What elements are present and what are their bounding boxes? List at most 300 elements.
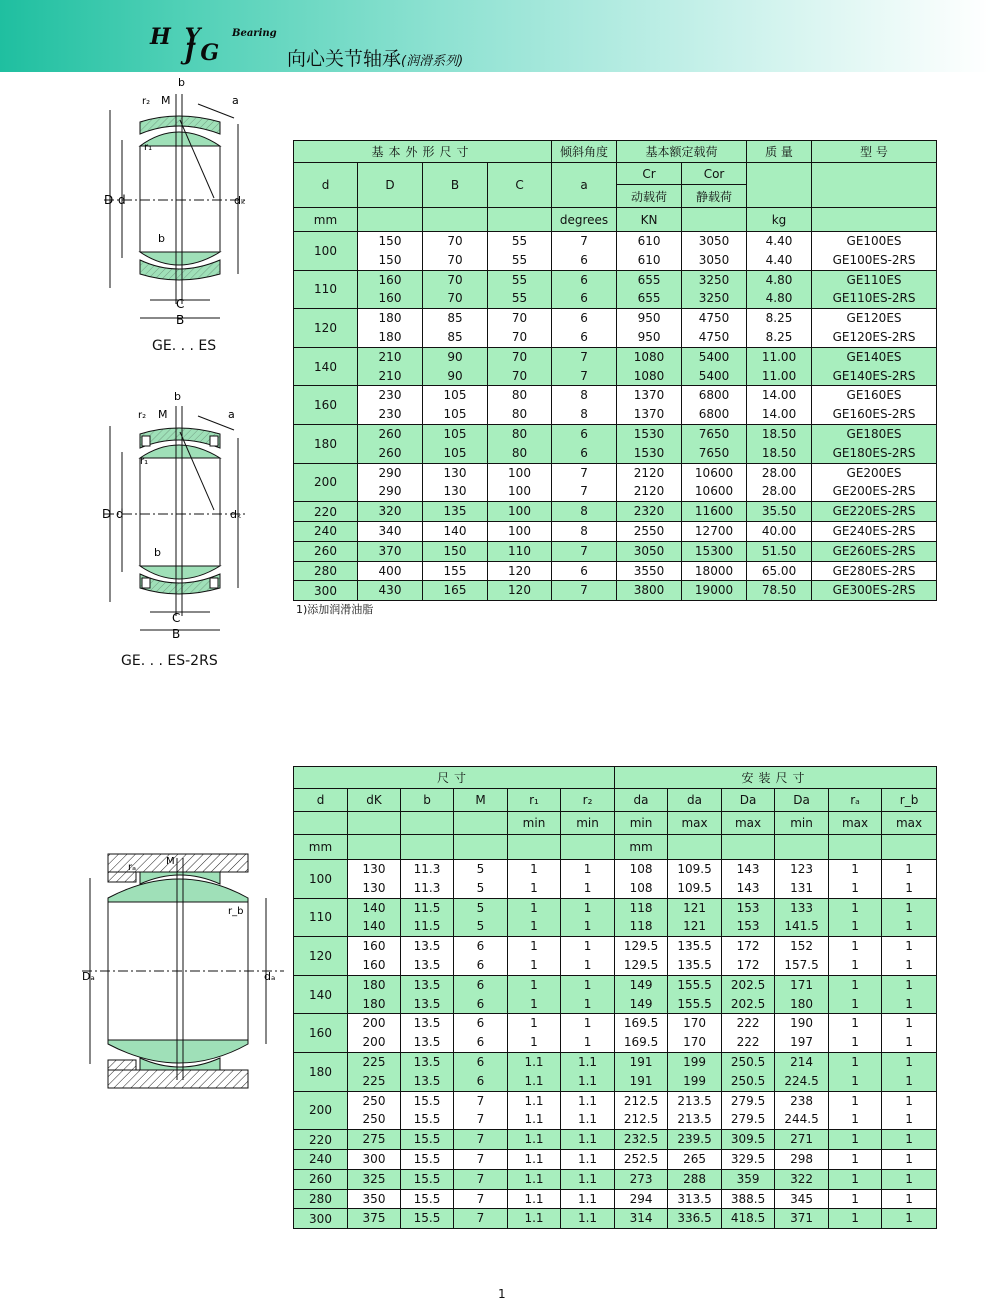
row-value: 1.1 [524, 1093, 544, 1108]
row-value: 135.5 [677, 939, 712, 954]
row-static-load [682, 581, 747, 601]
row-bore-d: 160 [294, 1014, 348, 1053]
row-value: 108 [629, 880, 653, 895]
row-outer-d-value: 290 [378, 484, 402, 499]
row-dynamic-load-value: 950 [637, 311, 661, 326]
t1-col-outer-d: D [358, 163, 423, 208]
t2-head-install: 安装尺寸 [615, 767, 937, 789]
t1-head-load: 基本额定载荷 [617, 141, 747, 163]
row-mass [747, 347, 812, 386]
row-value: 1 [851, 919, 859, 934]
row-mass [747, 581, 812, 601]
row-width-b-value: 155 [443, 563, 467, 578]
row-tilt-a-value: 6 [580, 291, 588, 306]
row-value: 6 [476, 996, 485, 1011]
row-value: 7 [476, 1132, 485, 1147]
row-tilt-a-value: 8 [580, 388, 588, 403]
row-value-3 [508, 1052, 561, 1091]
row-model-value: GE180ES-2RS [832, 445, 916, 460]
row-width-b-value: 90 [447, 368, 463, 383]
row-bore-d: 260 [294, 541, 358, 561]
row-value-1 [401, 1209, 454, 1229]
row-value: 1 [905, 1112, 913, 1127]
row-value-5 [615, 1149, 668, 1169]
row-width-b [423, 541, 488, 561]
t2-limit-7: max [668, 812, 722, 835]
row-value: 1.1 [577, 1073, 598, 1088]
row-value-1 [401, 1130, 454, 1150]
row-bore-d: 110 [294, 898, 348, 937]
table-row [294, 1130, 937, 1150]
row-bore-d: 240 [294, 521, 358, 541]
row-value-1 [401, 975, 454, 1014]
row-outer-d-value: 210 [378, 368, 402, 383]
row-tilt-a [552, 424, 617, 463]
row-width-b-value: 150 [443, 543, 467, 558]
diagram1-label-d-outer: D [104, 193, 114, 207]
row-value: 1 [851, 1171, 859, 1186]
row-model [812, 309, 937, 348]
row-value-5 [615, 975, 668, 1014]
row-value: 130 [362, 880, 386, 895]
row-dynamic-load-value: 950 [637, 329, 661, 344]
table-row [294, 424, 937, 463]
row-width-c-value: 55 [511, 272, 528, 287]
row-value: 252.5 [623, 1151, 659, 1166]
row-model [812, 502, 937, 522]
row-value-0 [348, 898, 401, 937]
row-value-10 [882, 898, 937, 937]
row-value: 322 [790, 1171, 813, 1186]
row-value-10 [882, 975, 937, 1014]
row-value-9 [829, 1189, 882, 1209]
row-value-5 [615, 1014, 668, 1053]
row-dynamic-load-value: 3050 [633, 543, 665, 558]
row-value: 1 [905, 996, 913, 1011]
row-model-value: GE240ES-2RS [832, 523, 916, 538]
row-value: 222 [736, 1035, 760, 1050]
row-tilt-a [552, 386, 617, 425]
row-value: 11.3 [413, 862, 441, 876]
row-value: 153 [736, 919, 760, 934]
row-outer-d [358, 232, 423, 271]
row-value-3 [508, 1209, 561, 1229]
table-row [294, 502, 937, 522]
row-width-c [488, 309, 552, 348]
row-outer-d-value: 230 [378, 388, 402, 403]
row-width-c [488, 463, 552, 502]
row-outer-d-value: 400 [378, 563, 402, 578]
row-value-5 [615, 937, 668, 976]
row-value: 1 [905, 1211, 913, 1226]
row-mass-value: 28.00 [761, 465, 797, 480]
t1-col-cr: Cr [617, 163, 682, 185]
row-dynamic-load-value: 3800 [633, 583, 665, 598]
row-value: 1.1 [524, 1054, 544, 1069]
diagram3-label-rb: r_b [228, 906, 244, 917]
row-value: 1 [851, 880, 859, 895]
row-value-8 [775, 1014, 829, 1053]
table-row [294, 581, 937, 601]
t1-head-tilt: 倾斜角度 [552, 141, 617, 163]
row-value: 155.5 [677, 977, 712, 992]
row-static-load-value: 7650 [698, 445, 730, 460]
row-value: 273 [629, 1171, 653, 1186]
row-value: 325 [362, 1171, 386, 1186]
row-value-4 [561, 1209, 615, 1229]
row-value-2 [454, 1014, 508, 1053]
row-value: 6 [476, 1054, 485, 1069]
row-mass-value: 65.00 [761, 563, 797, 578]
row-value: 13.5 [413, 1035, 441, 1050]
row-value-7 [722, 1169, 775, 1189]
row-tilt-a-value: 6 [580, 252, 588, 267]
row-mass-value: 4.40 [765, 252, 793, 267]
row-value-10 [882, 1052, 937, 1091]
row-static-load-value: 19000 [694, 583, 734, 598]
row-bore-d: 240 [294, 1149, 348, 1169]
row-value-2 [454, 1169, 508, 1189]
row-dynamic-load [617, 424, 682, 463]
row-static-load-value: 3250 [698, 272, 730, 287]
row-value: 13.5 [413, 1073, 441, 1088]
row-width-b [423, 270, 488, 309]
row-value-4 [561, 898, 615, 937]
row-bore-d: 110 [294, 270, 358, 309]
row-value-10 [882, 1130, 937, 1150]
row-value: 155.5 [677, 996, 712, 1011]
bearing-diagram-es-2rs [98, 388, 258, 648]
row-value-7 [722, 937, 775, 976]
t1-col-static: 静载荷 [682, 185, 747, 208]
diagram2-label-c: C [172, 611, 181, 625]
row-model-value: GE280ES-2RS [832, 563, 916, 578]
row-value-3 [508, 1189, 561, 1209]
row-model [812, 541, 937, 561]
row-width-c-value: 70 [511, 349, 528, 364]
row-value-7 [722, 1209, 775, 1229]
row-value-4 [561, 1169, 615, 1189]
table-row [294, 232, 937, 271]
row-width-c [488, 521, 552, 541]
row-value: 7 [476, 1112, 485, 1127]
row-tilt-a-value: 8 [580, 504, 588, 519]
t2-unit-blank [508, 835, 561, 860]
row-value: 1 [905, 900, 913, 915]
t2-unit-blank [401, 835, 454, 860]
row-value-7 [722, 1014, 775, 1053]
diagram2-caption: GE. . . ES-2RS [121, 653, 218, 669]
t1-unit-blank [488, 208, 552, 232]
row-dynamic-load-value: 1370 [633, 407, 665, 422]
row-value-8 [775, 860, 829, 899]
row-model-value: GE100ES [846, 234, 902, 248]
row-static-load [682, 521, 747, 541]
t2-unit-blank [561, 835, 615, 860]
row-value-9 [829, 1014, 882, 1053]
row-tilt-a [552, 581, 617, 601]
row-model-value: GE200ES-2RS [832, 484, 916, 499]
logo-text-jg: JG [184, 40, 226, 66]
row-dynamic-load-value: 2120 [633, 465, 665, 480]
row-value-7 [722, 860, 775, 899]
row-value: 275 [362, 1132, 386, 1147]
row-value-7 [722, 1052, 775, 1091]
row-value-1 [401, 1189, 454, 1209]
row-bore-d: 120 [294, 309, 358, 348]
table-row [294, 1014, 937, 1053]
table-row [294, 860, 937, 899]
row-mass [747, 309, 812, 348]
row-value-9 [829, 975, 882, 1014]
row-value-0 [348, 975, 401, 1014]
row-width-c-value: 80 [511, 388, 528, 403]
row-value-1 [401, 937, 454, 976]
row-value: 1.1 [524, 1073, 544, 1088]
row-model-value: GE160ES-2RS [832, 407, 916, 422]
row-value: 130 [362, 862, 386, 876]
row-outer-d-value: 160 [378, 291, 402, 306]
row-value-0 [348, 937, 401, 976]
row-outer-d-value: 260 [378, 445, 402, 460]
row-value: 109.5 [677, 880, 712, 895]
row-width-b-value: 105 [443, 388, 467, 403]
row-mass [747, 386, 812, 425]
row-width-c [488, 270, 552, 309]
row-value: 141.5 [784, 919, 819, 934]
row-width-c-value: 120 [508, 583, 531, 598]
row-model-value: GE220ES-2RS [832, 504, 916, 519]
row-value: 149 [629, 977, 653, 992]
row-model [812, 521, 937, 541]
t2-limit-2 [401, 812, 454, 835]
row-value: 371 [790, 1211, 813, 1226]
row-value: 212.5 [623, 1112, 659, 1127]
row-value: 1 [905, 1191, 913, 1206]
row-width-b-value: 140 [443, 523, 467, 538]
row-value: 1 [583, 1035, 592, 1050]
row-value: 294 [629, 1191, 653, 1206]
row-value: 169.5 [623, 1016, 659, 1031]
row-width-b [423, 561, 488, 581]
row-value-6 [668, 1130, 722, 1150]
table-row [294, 463, 937, 502]
row-outer-d-value: 230 [378, 407, 402, 422]
row-value: 222 [736, 1016, 760, 1031]
row-static-load-value: 3050 [698, 234, 730, 248]
mounting-diagram [78, 818, 288, 1094]
row-value: 15.5 [413, 1191, 441, 1206]
row-value-8 [775, 1209, 829, 1229]
row-tilt-a [552, 270, 617, 309]
row-width-c-value: 55 [511, 252, 528, 267]
row-value: 279.5 [730, 1112, 766, 1127]
row-bore-d: 140 [294, 347, 358, 386]
row-value: 1 [583, 862, 592, 876]
row-tilt-a [552, 561, 617, 581]
row-value-0 [348, 860, 401, 899]
row-value-6 [668, 1169, 722, 1189]
row-value: 1 [530, 1016, 538, 1031]
dimension-load-table [293, 140, 937, 601]
t2-col-3: M [454, 789, 508, 812]
row-model [812, 561, 937, 581]
diagram3-label-ra: rₐ [128, 862, 137, 873]
row-value-9 [829, 1130, 882, 1150]
row-value-6 [668, 1091, 722, 1130]
row-value: 1 [851, 1093, 859, 1108]
row-outer-d [358, 581, 423, 601]
row-static-load-value: 4750 [698, 329, 730, 344]
row-width-b-value: 85 [447, 311, 463, 326]
row-mass [747, 270, 812, 309]
row-value-5 [615, 898, 668, 937]
row-width-c-value: 55 [511, 291, 528, 306]
row-static-load [682, 386, 747, 425]
row-tilt-a [552, 463, 617, 502]
row-bore-d: 100 [294, 232, 358, 271]
row-value: 1.1 [524, 1151, 544, 1166]
diagram2-label-r1: r₁ [140, 456, 149, 467]
row-static-load-value: 3050 [698, 252, 730, 267]
row-value-8 [775, 1189, 829, 1209]
row-width-b [423, 463, 488, 502]
row-value-1 [401, 1014, 454, 1053]
row-value: 1 [851, 862, 859, 876]
row-value: 123 [790, 862, 813, 876]
row-dynamic-load [617, 270, 682, 309]
t2-limit-1 [348, 812, 401, 835]
row-value-6 [668, 1189, 722, 1209]
row-value: 1.1 [577, 1132, 598, 1147]
row-value-4 [561, 1052, 615, 1091]
row-value: 239.5 [677, 1132, 712, 1147]
row-value: 1 [530, 957, 538, 972]
row-static-load [682, 270, 747, 309]
diagram2-label-m: M [158, 408, 168, 421]
t1-head-dims: 基本外形尺寸 [294, 141, 552, 163]
row-value-1 [401, 1149, 454, 1169]
row-value-2 [454, 898, 508, 937]
bearing-diagram-es [98, 74, 258, 336]
row-value: 1 [851, 1016, 859, 1031]
row-model-value: GE100ES-2RS [832, 252, 916, 267]
row-value-8 [775, 1091, 829, 1130]
row-mass-value: 14.00 [761, 388, 797, 403]
row-value-8 [775, 1149, 829, 1169]
t1-unit-kn: KN [617, 208, 682, 232]
row-value: 1.1 [524, 1211, 544, 1226]
row-mass-value: 28.00 [761, 484, 797, 499]
row-value-4 [561, 937, 615, 976]
row-width-c [488, 502, 552, 522]
row-value: 1 [905, 1171, 913, 1186]
row-value-10 [882, 1091, 937, 1130]
row-value: 1.1 [577, 1054, 598, 1069]
row-width-c-value: 55 [511, 234, 528, 248]
diagram2-label-b-mid: b [154, 546, 161, 559]
row-value: 1 [905, 1054, 913, 1069]
row-outer-d [358, 309, 423, 348]
row-mass-value: 51.50 [761, 543, 797, 558]
t2-col-2: b [401, 789, 454, 812]
row-model-value: GE140ES-2RS [832, 368, 916, 383]
row-outer-d-value: 370 [378, 543, 402, 558]
row-value: 5 [476, 862, 485, 876]
row-value: 1 [851, 1191, 859, 1206]
row-value: 169.5 [623, 1035, 659, 1050]
row-value: 1 [851, 1073, 859, 1088]
row-dynamic-load-value: 1530 [633, 426, 665, 441]
row-bore-d: 200 [294, 1091, 348, 1130]
row-mass-value: 35.50 [761, 504, 797, 519]
row-mass-value: 4.80 [765, 272, 793, 287]
row-value: 418.5 [730, 1211, 766, 1226]
table-row [294, 1091, 937, 1130]
row-width-c-value: 80 [511, 426, 528, 441]
diagram1-label-dk: dₖ [234, 194, 246, 207]
table-row [294, 937, 937, 976]
row-value: 129.5 [623, 939, 659, 954]
row-dynamic-load-value: 3550 [633, 563, 665, 578]
row-value: 7 [476, 1211, 485, 1226]
row-width-b-value: 90 [447, 349, 463, 364]
row-tilt-a [552, 541, 617, 561]
row-dynamic-load [617, 347, 682, 386]
row-value-1 [401, 1091, 454, 1130]
row-tilt-a-value: 6 [580, 445, 588, 460]
t2-col-5: r₂ [561, 789, 615, 812]
t1-unit-degrees: degrees [552, 208, 617, 232]
row-width-b-value: 135 [443, 504, 467, 519]
row-value-3 [508, 1014, 561, 1053]
row-value-8 [775, 975, 829, 1014]
row-width-b [423, 581, 488, 601]
row-outer-d [358, 424, 423, 463]
row-width-b-value: 105 [443, 426, 467, 441]
row-value: 15.5 [413, 1112, 441, 1127]
row-value: 1 [583, 996, 592, 1011]
row-value-6 [668, 860, 722, 899]
row-value-2 [454, 1130, 508, 1150]
t2-limit-8: max [722, 812, 775, 835]
row-value-1 [401, 1052, 454, 1091]
row-model-value: GE200ES [846, 465, 902, 480]
row-value: 1 [851, 1151, 859, 1166]
t1-unit-blank [682, 208, 747, 232]
row-dynamic-load-value: 1370 [633, 388, 665, 403]
row-bore-d: 160 [294, 386, 358, 425]
row-bore-d: 140 [294, 975, 348, 1014]
row-value: 13.5 [413, 1016, 441, 1031]
row-value: 1.1 [577, 1151, 598, 1166]
row-outer-d [358, 463, 423, 502]
diagram2-label-d-inner: d [116, 507, 124, 521]
row-value: 1 [905, 1073, 913, 1088]
table-row [294, 270, 937, 309]
row-value-5 [615, 1052, 668, 1091]
row-model [812, 581, 937, 601]
row-value: 313.5 [677, 1191, 712, 1206]
diagram2-label-d-outer: D [102, 507, 112, 521]
row-value-7 [722, 1091, 775, 1130]
row-value-8 [775, 1169, 829, 1189]
row-value: 1.1 [524, 1191, 544, 1206]
row-value: 1.1 [577, 1093, 598, 1108]
logo-text-hy: HY [150, 24, 215, 50]
row-value: 6 [476, 1035, 485, 1050]
row-value: 121 [683, 919, 706, 934]
